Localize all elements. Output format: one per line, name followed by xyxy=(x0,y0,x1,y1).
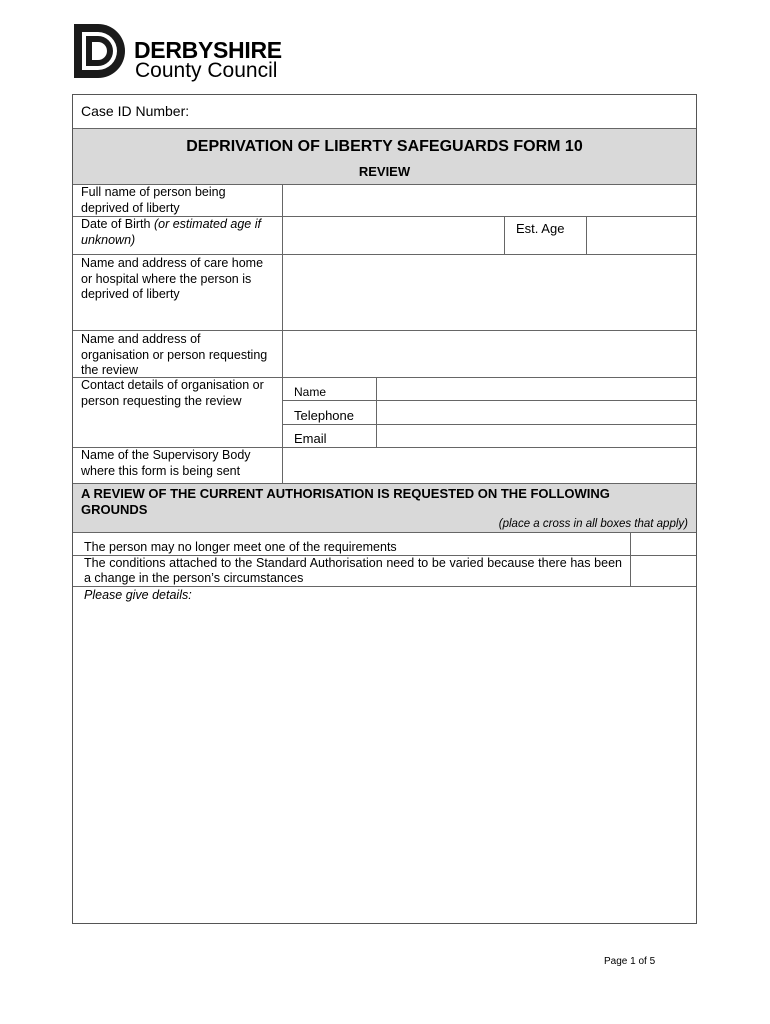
contact-name-label: Name xyxy=(294,385,327,399)
supervisory-body-field[interactable] xyxy=(283,448,696,483)
contact-email-field[interactable] xyxy=(377,425,696,447)
dob-label-text: Date of Birth xyxy=(81,217,154,231)
care-home-field[interactable] xyxy=(283,255,696,330)
dob-field[interactable] xyxy=(283,217,503,254)
details-label: Please give details: xyxy=(84,588,192,602)
grounds-option-1-text: The person may no longer meet one of the requirements xyxy=(84,540,397,554)
derbyshire-logo-icon xyxy=(72,22,130,80)
contact-telephone-field[interactable] xyxy=(377,401,696,424)
contact-label: Contact details of organisation or person requesting the review xyxy=(81,378,264,408)
full-name-label: Full name of person being deprived of liberty xyxy=(81,185,226,215)
case-id-field[interactable] xyxy=(213,97,693,125)
contact-telephone-label: Telephone xyxy=(294,408,354,423)
grounds-header-band xyxy=(73,484,696,532)
form-title-band xyxy=(73,129,696,184)
supervisory-body-label: Name of the Supervisory Body where this form is being sent xyxy=(81,448,251,478)
grounds-option-2-text: The conditions attached to the Standard Authorisation need to be varied because there has been a change in the person’s circumstances xyxy=(84,556,622,585)
logo-text-derbyshire: DERBYSHIRE xyxy=(134,37,282,63)
requester-label: Name and address of organisation or person requesting the review xyxy=(81,332,268,377)
dob-label xyxy=(81,217,271,248)
contact-email-label: Email xyxy=(294,431,327,446)
requester-field[interactable] xyxy=(283,331,696,377)
form-subtitle: REVIEW xyxy=(358,164,411,179)
contact-name-field[interactable] xyxy=(377,378,696,400)
grounds-note: (place a cross in all boxes that apply) xyxy=(498,518,688,530)
care-home-label: Name and address of care home or hospital where the person is deprived of liberty xyxy=(81,256,264,301)
case-id-label: Case ID Number: xyxy=(81,103,190,119)
grounds-option-2-checkbox[interactable] xyxy=(631,556,696,586)
council-logo xyxy=(72,22,312,82)
dols-form-10 xyxy=(72,94,697,924)
details-field[interactable] xyxy=(74,605,695,921)
est-age-field[interactable] xyxy=(587,217,696,254)
grounds-option-1-checkbox[interactable] xyxy=(631,533,696,555)
grounds-header: A REVIEW OF THE CURRENT AUTHORISATION IS REQUESTED ON THE FOLLOWING GROUNDS xyxy=(81,486,610,517)
full-name-field[interactable] xyxy=(283,185,696,216)
est-age-label: Est. Age xyxy=(516,221,565,236)
dob-label-hint: (or estimated age if unknown) xyxy=(81,217,261,247)
page-number: Page 1 of 5 xyxy=(604,956,656,967)
logo-text-county-council: County Council xyxy=(135,59,278,82)
form-title: DEPRIVATION OF LIBERTY SAFEGUARDS FORM 10 xyxy=(186,138,583,155)
